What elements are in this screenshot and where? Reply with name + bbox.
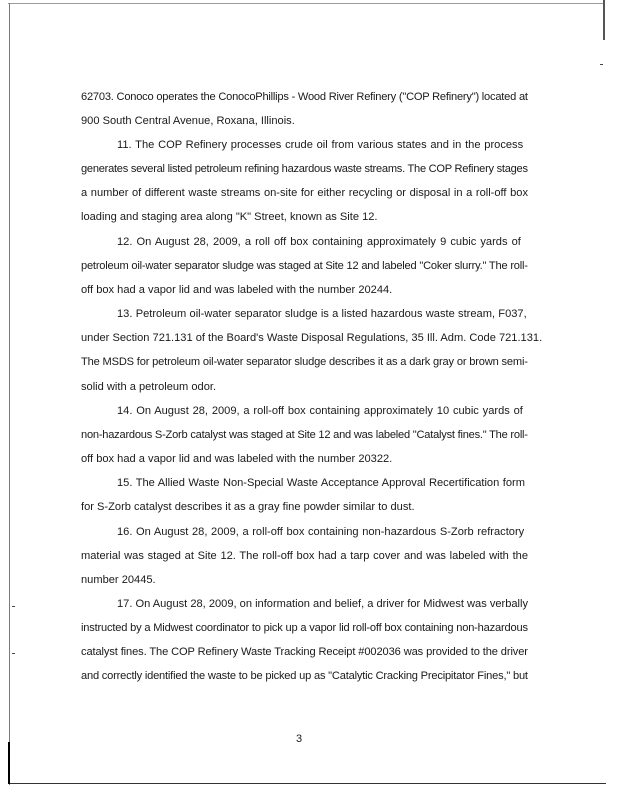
text-line: 900 South Central Avenue, Roxana, Illinois. (81, 115, 295, 127)
text-line: under Section 721.131 of the Board's Waste Disposal Regulations, 35 Ill. Adm. Code 721.131. (81, 332, 543, 344)
scan-speck (12, 653, 15, 654)
scan-border-top (8, 3, 604, 4)
text-line: 11. The COP Refinery processes crude oil from various states and in the process (117, 139, 524, 151)
text-line: and correctly identified the waste to be picked up as "Catalytic Cracking Precipitator Fines," but (81, 670, 528, 682)
scan-corner-mark (8, 742, 10, 784)
scan-speck (600, 64, 603, 65)
text-line: off box had a vapor lid and was labeled with the number 20322. (81, 453, 393, 465)
scan-speck (12, 606, 15, 607)
text-line: 62703. Conoco operates the ConocoPhillips - Wood River Refinery ("COP Refinery") located at (81, 91, 528, 103)
scan-border-left (9, 3, 10, 785)
text-line: 14. On August 28, 2009, a roll-off box containing approximately 10 cubic yards of (117, 405, 523, 417)
scan-border-right (603, 0, 605, 40)
text-line: non-hazardous S-Zorb catalyst was staged at Site 12 and was labeled "Catalyst fines." The roll- (81, 429, 528, 441)
page-number: 3 (296, 733, 303, 745)
text-line: petroleum oil-water separator sludge was staged at Site 12 and labeled "Coker slurry." The roll- (81, 260, 528, 272)
text-line: number 20445. (81, 574, 156, 586)
text-line: catalyst fines. The COP Refinery Waste Tracking Receipt #002036 was provided to the driver (81, 646, 528, 658)
text-line: material was staged at Site 12. The roll-off box had a tarp cover and was labeled with the (81, 550, 528, 562)
text-line: off box had a vapor lid and was labeled with the number 20244. (81, 284, 393, 296)
text-line: The MSDS for petroleum oil-water separator sludge describes it as a dark gray or brown semi- (81, 356, 528, 368)
scan-border-bottom (8, 783, 606, 784)
text-line: instructed by a Midwest coordinator to pick up a vapor lid roll-off box containing non-hazardous (81, 622, 528, 634)
text-line: loading and staging area along "K" Street, known as Site 12. (81, 211, 378, 223)
text-line: 13. Petroleum oil-water separator sludge is a listed hazardous waste stream, F037, (117, 308, 527, 320)
text-line: 12. On August 28, 2009, a roll off box containing approximately 9 cubic yards of (117, 236, 521, 248)
text-line: a number of different waste streams on-site for either recycling or disposal in a roll-off box (81, 187, 528, 199)
text-line: for S-Zorb catalyst describes it as a gray fine powder similar to dust. (81, 501, 415, 513)
text-line: 17. On August 28, 2009, on information and belief, a driver for Midwest was verbally (117, 598, 529, 610)
text-line: 16. On August 28, 2009, a roll-off box containing non-hazardous S-Zorb refractory (117, 526, 525, 538)
text-line: solid with a petroleum odor. (81, 381, 217, 393)
text-line: 15. The Allied Waste Non-Special Waste Acceptance Approval Recertification form (117, 477, 525, 489)
text-line: generates several listed petroleum refining hazardous waste streams. The COP Refinery stages (81, 163, 528, 175)
